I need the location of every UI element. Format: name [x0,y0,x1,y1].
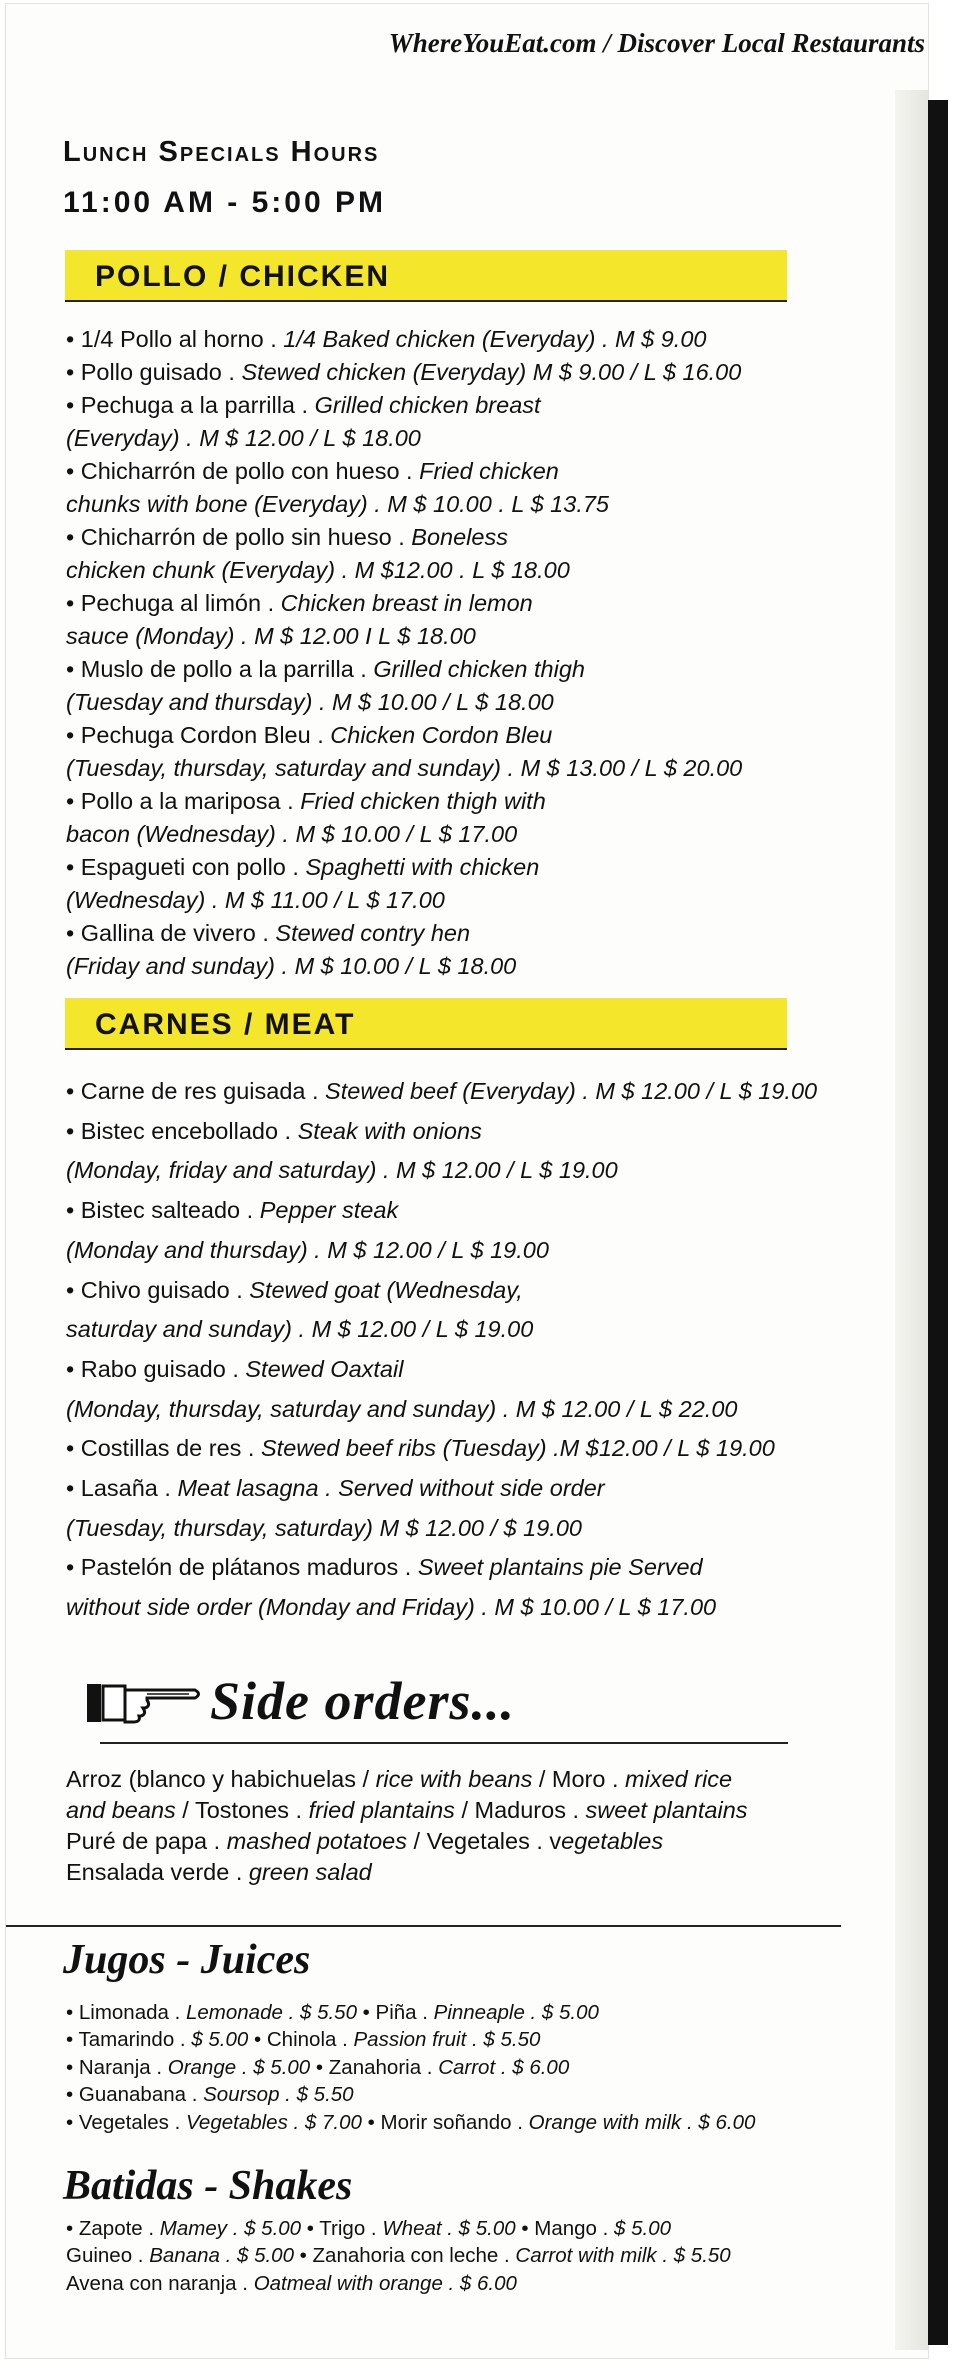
item-description: Banana . $ 5.00 [149,2244,294,2268]
item-description: Mamey . $ 5.00 [159,2217,302,2240]
menu-line [66,493,609,517]
item-name: • Bistec salteado . [66,1197,260,1224]
item-description: and beans [66,1797,176,1823]
item-description: (Friday and sunday) . M $ 10.00 / L $ 18.00 [66,953,517,979]
shakes-title: Batidas - Shakes [63,2163,353,2209]
page-fold [895,90,928,2350]
item-name: Puré de papa . [66,1828,227,1854]
menu-line [66,1117,482,1144]
menu-line [66,559,570,583]
item-name: • Morir soñando . [361,2110,529,2134]
item-name: • 1/4 Pollo al horno . [66,326,284,352]
item-description: Stewed beef (Everyday) . M $ 12.00 / L $ 19.00 [325,1078,818,1104]
item-description: Pepper steak [259,1197,399,1224]
item-description: Steak with onions [297,1117,482,1144]
item-description: green salad [248,1859,372,1885]
menu-line [66,1861,372,1885]
item-name: • Costillas de res . [66,1435,261,1462]
side-orders-title: Side orders... [210,1671,516,1731]
menu-line [66,1768,732,1792]
item-description: 1/4 Baked chicken (Everyday) . M $ 9.00 [283,326,707,352]
item-name: / Maduros . [454,1797,586,1823]
item-description: sauce (Monday) . M $ 12.00 I L $ 18.00 [66,623,476,649]
item-description: Soursop . $ 5.50 [203,2083,354,2107]
menu-line [66,460,559,484]
item-name: • Pechuga a la parrilla . [66,392,315,418]
item-description: Vegetables . $ 7.00 [186,2110,362,2134]
item-description: (Everyday) . M $ 12.00 / L $ 18.00 [66,425,421,451]
item-name: • Rabo guisado . [66,1355,246,1382]
menu-line [66,856,539,880]
page-edge [928,100,948,2345]
menu-line [66,427,421,451]
item-name: • Chinola . [248,2028,354,2052]
menu-line [66,1556,703,1580]
item-name: • Bistec encebollado . [66,1117,298,1144]
item-description: Lemonade . $ 5.50 [186,2001,357,2024]
item-name: • Guanabana . [66,2083,204,2107]
menu-line [66,955,516,979]
item-name: / Moro . [532,1766,626,1792]
item-description: Grilled chicken thigh [373,656,585,682]
item-description: without side order (Monday and Friday) . M $ 10.00 / L $ 17.00 [66,1594,717,1621]
menu-line [66,2054,896,2081]
item-name: • Gallina de vivero . [66,920,276,946]
item-description: Fried chicken thigh with [300,788,546,814]
item-description: (Tuesday and thursday) . M $ 10.00 / L $ 18.00 [66,689,554,715]
menu-line [66,361,741,385]
item-description: rice with beans [375,1766,533,1792]
item-name: • Trigo . [301,2217,383,2240]
menu-line [66,2242,896,2269]
menu-line [66,1799,748,1823]
menu-line [66,526,508,550]
item-description: sweet plantains [585,1797,748,1823]
item-description: Fried chicken [419,458,559,484]
item-description: (Tuesday, thursday, saturday and sunday) . M $ 13.00 / L $ 20.00 [66,755,743,781]
item-description: chicken chunk (Everyday) . M $12.00 . L $ 18.00 [66,557,570,583]
menu-line [66,1236,549,1263]
menu-line [66,724,552,748]
menu-line [66,1199,398,1223]
item-description: Passion fruit . $ 5.50 [353,2028,541,2052]
menu-line [66,757,742,781]
item-description: Sweet plantains pie Served [417,1554,703,1581]
chicken-section-header [65,250,787,302]
menu-line [66,889,445,913]
menu-line [66,1514,582,1541]
item-name: • Chicharrón de pollo sin hueso . [66,524,412,550]
lunch-hours-time: 11:00 AM - 5:00 PM [63,186,386,219]
item-description: Boneless [411,524,508,550]
menu-line [66,922,470,946]
menu-line [66,1159,618,1183]
item-description: Orange with milk . $ 6.00 [528,2110,756,2134]
meat-section-title: CARNES / MEAT [95,1008,356,1041]
menu-line [66,1437,775,1461]
item-description: (Tuesday, thursday, saturday) M $ 12.00 / $ 19.00 [66,1514,582,1541]
menu-line [66,2109,896,2136]
item-name: • Lasaña . [66,1475,178,1501]
item-name: • Limonada . [66,2001,186,2024]
menu-line [66,1318,533,1342]
item-description: (Monday, friday and saturday) . M $ 12.00 / L $ 19.00 [66,1157,618,1184]
menu-line [66,1999,896,2026]
item-name: • Chivo guisado . [66,1276,250,1303]
item-description: Carrot with milk . $ 5.50 [515,2244,731,2268]
item-name: • Mango . [515,2217,615,2240]
menu-line [66,1395,738,1422]
item-name: • Pechuga al limón . [66,590,281,616]
item-description: $ 5.00 [614,2217,672,2240]
shakes-items [66,2215,896,2297]
item-name: Ensalada verde . [66,1859,249,1885]
menu-line [66,1477,605,1501]
item-name: / Vegetales . v [407,1828,562,1854]
item-description: Stewed chicken (Everyday) M $ 9.00 / L $ 16.00 [241,359,742,385]
item-description: Stewed contry hen [275,920,471,946]
menu-line [66,691,554,715]
menu-line [66,1080,817,1104]
menu-line [66,823,517,847]
meat-section-header [65,998,787,1050]
item-name: • Muslo de pollo a la parrilla . [66,656,374,682]
item-name: • Tamarindo . [66,2028,192,2052]
item-description: mashed potatoes [226,1828,407,1854]
item-name: • Pastelón de plátanos maduros . [66,1554,418,1581]
item-description: (Monday, thursday, saturday and sunday) . M $ 12.00 / L $ 22.00 [66,1395,738,1422]
menu-line [66,592,533,616]
menu-line [66,328,706,352]
item-description: $ 5.00 [191,2028,249,2052]
item-description: Stewed beef ribs (Tuesday) .M $12.00 / L $ 19.00 [261,1435,775,1462]
item-description: egetables [561,1828,664,1854]
item-name: • Zanahoria . [310,2055,439,2079]
side-orders-rule [100,1742,788,1744]
item-name: Arroz (blanco y habichuelas / [66,1766,376,1792]
item-description: Grilled chicken breast [314,392,541,418]
item-name: • Pechuga Cordon Bleu . [66,722,331,748]
item-description: chunks with bone (Everyday) . M $ 10.00 . L $ 13.75 [66,491,609,517]
menu-line [66,2270,896,2297]
item-name: • Piña . [356,2001,434,2024]
menu-line [66,1830,663,1854]
item-description: fried plantains [308,1797,455,1823]
item-description: (Monday and thursday) . M $ 12.00 / L $ 19.00 [66,1236,549,1263]
lunch-hours-title: Lunch Specials Hours [63,136,380,168]
item-name: • Zapote . [66,2217,160,2240]
item-name: • Zanahoria con leche . [293,2244,516,2268]
item-description: Stewed goat (Wednesday, [249,1276,523,1303]
item-name: • Pollo guisado . [66,359,242,385]
section-divider [6,1925,841,1927]
item-description: Orange . $ 5.00 [167,2055,311,2079]
site-watermark: WhereYouEat.com / Discover Local Restaurants [388,28,925,58]
pointing-hand-icon [85,1678,205,1728]
menu-line [66,1596,716,1620]
item-description: saturday and sunday) . M $ 12.00 / L $ 19.00 [66,1316,534,1343]
item-description: Chicken Cordon Bleu [330,722,553,748]
menu-line [66,790,546,814]
item-description: Spaghetti with chicken [305,854,540,880]
item-name: • Espagueti con pollo . [66,854,306,880]
item-description: Chicken breast in lemon [280,590,533,616]
item-description: Oatmeal with orange . $ 6.00 [253,2271,517,2295]
menu-line [66,658,585,682]
menu-line [66,625,476,649]
item-name: Guineo . [66,2244,150,2268]
menu-line [66,2026,896,2053]
item-name: • Vegetales . [66,2110,187,2134]
item-description: Wheat . $ 5.00 [382,2217,516,2240]
item-description: (Wednesday) . M $ 11.00 / L $ 17.00 [66,887,445,913]
item-name: • Carne de res guisada . [66,1078,326,1104]
item-name: • Naranja . [66,2055,168,2079]
item-description: Pinneaple . $ 5.00 [433,2001,599,2024]
item-name: Avena con naranja . [66,2271,254,2295]
juices-title: Jugos - Juices [63,1937,311,1983]
item-description: Carrot . $ 6.00 [438,2055,570,2079]
menu-line [66,1355,404,1382]
item-name: • Chicharrón de pollo con hueso . [66,458,420,484]
chicken-section-title: POLLO / CHICKEN [95,260,391,293]
item-name: / Tostones . [175,1797,309,1823]
item-name: • Pollo a la mariposa . [66,788,301,814]
item-description: Meat lasagna . Served without side order [177,1475,605,1501]
menu-line [66,2215,896,2242]
item-description: mixed rice [625,1766,733,1792]
menu-line [66,2081,896,2108]
item-description: bacon (Wednesday) . M $ 10.00 / L $ 17.00 [66,821,518,847]
menu-line [66,1276,523,1303]
juices-items [66,1999,896,2136]
menu-line [66,394,541,418]
item-description: Stewed Oaxtail [245,1355,404,1382]
